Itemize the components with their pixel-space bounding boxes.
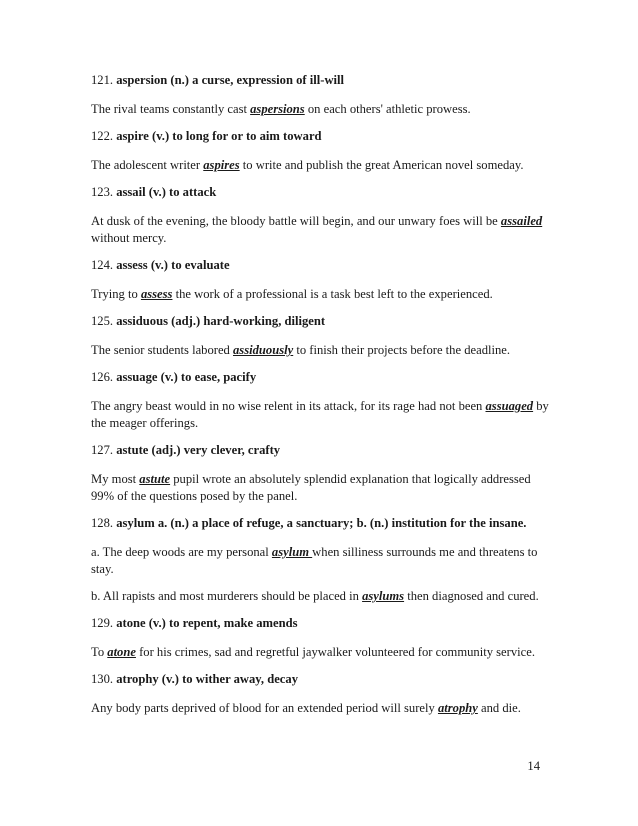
entry-heading xyxy=(91,128,551,145)
example-sentence xyxy=(91,471,551,505)
example-text-before: To xyxy=(91,645,108,659)
example-sentence xyxy=(91,286,551,303)
entry-definition: assuage (v.) to ease, pacify xyxy=(116,370,257,384)
example-text-before: The adolescent writer xyxy=(91,158,204,172)
highlighted-word: asylums xyxy=(362,589,405,603)
highlighted-word: atrophy xyxy=(437,701,478,715)
example-text-after: for his crimes, sad and regretful jaywalker volunteered for community service. xyxy=(135,645,535,659)
highlighted-word: assailed xyxy=(500,214,543,228)
example-sentence xyxy=(91,398,551,432)
example-text-after: pupil wrote an absolutely splendid explanation that logically addressed 99% of the questions posed by the panel. xyxy=(91,472,531,503)
entry-heading xyxy=(91,442,551,459)
highlighted-word: asylum xyxy=(271,545,313,559)
example-text-before: The senior students labored xyxy=(91,343,233,357)
vocab-entry-122 xyxy=(91,128,551,174)
entry-number: 130. xyxy=(91,672,114,686)
highlighted-word: assiduously xyxy=(233,343,294,357)
highlighted-word: astute xyxy=(139,472,171,486)
highlighted-word: aspersions xyxy=(250,102,305,116)
entry-number: 129. xyxy=(91,616,114,630)
highlighted-word: aspires xyxy=(203,158,240,172)
vocab-entry-128 xyxy=(91,515,551,605)
highlighted-word: assuaged xyxy=(485,399,534,413)
entry-heading xyxy=(91,72,551,89)
entry-heading xyxy=(91,184,551,201)
entry-number: 124. xyxy=(91,258,114,272)
entry-definition: aspire (v.) to long for or to aim toward xyxy=(116,129,322,143)
entry-heading xyxy=(91,515,551,532)
example-sentence xyxy=(91,544,551,578)
entry-definition: aspersion (n.) a curse, expression of ill-will xyxy=(116,73,345,87)
vocab-entry-121 xyxy=(91,72,551,118)
highlighted-word: atone xyxy=(107,645,136,659)
entry-number: 125. xyxy=(91,314,114,328)
example-text-before: At dusk of the evening, the bloody battle will begin, and our unwary foes will be xyxy=(91,214,501,228)
entry-number: 127. xyxy=(91,443,114,457)
example-text-after: on each others' athletic prowess. xyxy=(304,102,471,116)
vocab-entry-123 xyxy=(91,184,551,247)
vocab-entry-124 xyxy=(91,257,551,303)
entry-heading xyxy=(91,671,551,688)
entry-number: 121. xyxy=(91,73,114,87)
example-text-after: by the meager offerings. xyxy=(91,399,549,430)
example-text-before: The rival teams constantly cast xyxy=(91,102,251,116)
example-sentence xyxy=(91,588,551,605)
vocab-entry-127 xyxy=(91,442,551,505)
vocab-entry-126 xyxy=(91,369,551,432)
example-text-after: to write and publish the great American novel someday. xyxy=(239,158,524,172)
page-number: 14 xyxy=(527,759,540,773)
entry-definition: astute (adj.) very clever, crafty xyxy=(116,443,281,457)
example-sentence xyxy=(91,157,551,174)
entry-definition: assail (v.) to attack xyxy=(116,185,217,199)
entry-heading xyxy=(91,313,551,330)
example-sentence xyxy=(91,644,551,661)
vocab-entry-130 xyxy=(91,671,551,717)
entry-definition: assiduous (adj.) hard-working, diligent xyxy=(116,314,326,328)
example-text-before: b. All rapists and most murderers should be placed in xyxy=(91,589,363,603)
example-text-before: Trying to xyxy=(91,287,141,301)
entry-definition: atone (v.) to repent, make amends xyxy=(116,616,298,630)
entry-definition: assess (v.) to evaluate xyxy=(116,258,230,272)
example-sentence xyxy=(91,342,551,359)
entry-heading xyxy=(91,257,551,274)
entry-heading xyxy=(91,369,551,386)
highlighted-word: assess xyxy=(140,287,173,301)
example-text-before: Any body parts deprived of blood for an extended period will surely xyxy=(91,701,438,715)
entry-number: 122. xyxy=(91,129,114,143)
example-sentence xyxy=(91,101,551,118)
entry-heading xyxy=(91,615,551,632)
example-sentence xyxy=(91,213,551,247)
vocab-entry-125 xyxy=(91,313,551,359)
example-text-after: without mercy. xyxy=(91,231,167,245)
vocab-entry-129 xyxy=(91,615,551,661)
entry-number: 126. xyxy=(91,370,114,384)
example-text-before: My most xyxy=(91,472,140,486)
example-text-after: and die. xyxy=(477,701,521,715)
example-text-after: then diagnosed and cured. xyxy=(404,589,539,603)
entry-definition: atrophy (v.) to wither away, decay xyxy=(116,672,298,686)
example-text-after: to finish their projects before the deadline. xyxy=(293,343,511,357)
example-text-before: a. The deep woods are my personal xyxy=(91,545,272,559)
example-text-after: the work of a professional is a task best left to the experienced. xyxy=(172,287,493,301)
vocabulary-page xyxy=(91,72,551,727)
example-text-after: when silliness surrounds me and threatens to stay. xyxy=(91,545,538,576)
entry-number: 123. xyxy=(91,185,114,199)
example-sentence xyxy=(91,700,551,717)
entry-number: 128. xyxy=(91,516,114,530)
entry-definition: asylum a. (n.) a place of refuge, a sanctuary; b. (n.) institution for the insane. xyxy=(116,516,527,530)
example-text-before: The angry beast would in no wise relent in its attack, for its rage had not been xyxy=(91,399,486,413)
